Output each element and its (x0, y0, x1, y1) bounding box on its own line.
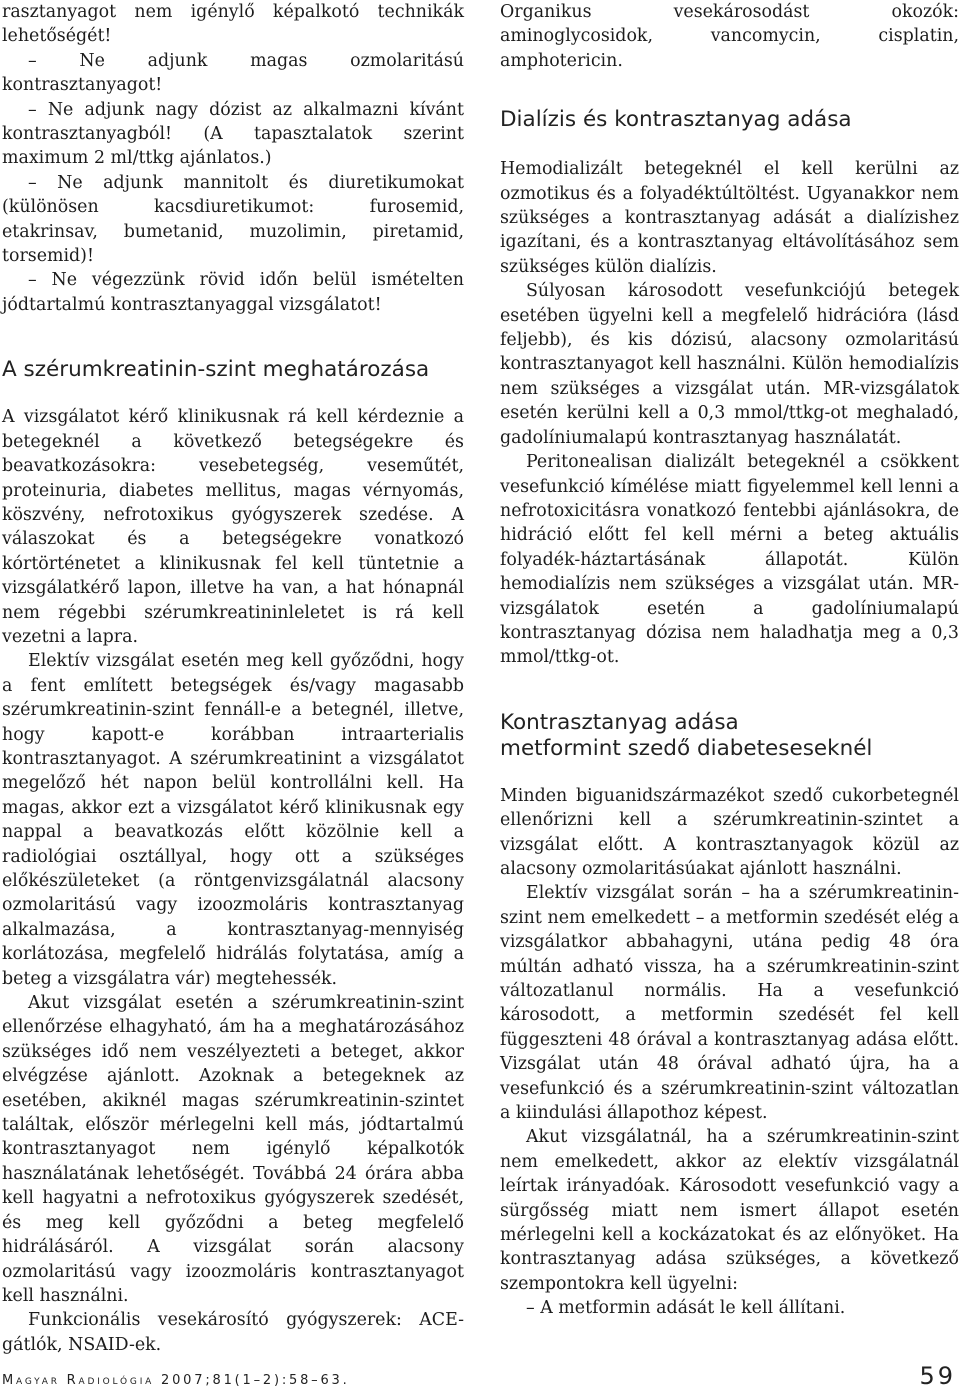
section-heading-metformin (500, 710, 959, 762)
paragraph: Akut vizsgálat esetén a szérumkreatinin-szint ellenőrzése elhagyható, ám ha a meghatározásához szükséges idő nem veszélyezteti a beteget, akkor elvégzése ajánlott. Azoknak a betegeknek az esetében, akiknél magas szérumkreatinin-szintet találtak, először mérlegelni kell más, jódtartalmú kontrasztanyagot nem igénylő képalkotók használatának lehetőségét. Továbbá 24 órára abba kell hagyatni a nefrotoxikus gyógyszerek szedését, és meg kell győződni a beteg megfelelő hidrálásáról. A vizsgálat során alacsony ozmolaritású vagy izoozmoláris kontrasztanyagot kell használni. (2, 993, 464, 1306)
left-column (2, 0, 464, 1357)
paragraph: Súlyosan károsodott vesefunkciójú betegek esetében ügyelni kell a megfelelő hidrációra (lásd feljebb), és kis dózisú, alacsony ozmolaritású kontrasztanyagot kell használni. Külön hemodialízis nem szükséges a vizsgálat után. MR-vizsgálatok esetén kerülni kell a 0,3 mmol/ttkg-ot meghaladó, gadolíniumalapú kontrasztanyag használatát. (500, 281, 959, 448)
list-item: – Ne adjunk magas ozmolaritású kontrasztanyagot! (2, 50, 464, 96)
paragraph: Elektív vizsgálat esetén meg kell győződni, hogy a fent említett betegségek és/vagy magasabb szérumkreatinin-szint fennáll-e a betegnél, illetve, hogy kapott-e korábban intraarterialis kontrasztanyagot. A szérumkreatinint a vizsgálatot megelőző hét napon belül kontrollálni kell. Ha magas, akkor ezt a vizsgálatot kérő klinikusnak egy nappal a beavatkozás előtt közölnie kell a radiológiai osztállyal, hogy ott a szükséges előkészületeket (a röntgenvizsgálatnál alacsony ozmolaritású vagy izoozmoláris kontrasztanyag alkalmazása, a kontrasztanyag-mennyiség korlátozása, megfelelő hidrálás folytatása, amíg a beteg a vizsgálatra vár) megtehessék. (2, 651, 464, 989)
right-column (500, 0, 959, 1321)
section-heading-serum-creatinine: A szérumkreatinin-szint meghatározása (2, 357, 430, 383)
list-item: – Ne adjunk mannitolt és diuretikumokat (különösen kacsdiuretikumot: furosemid, etakrinsav, bumetanid, muzolimin, piretamid, torsemid)! (2, 172, 464, 267)
list-item: – A metformin adását le kell állítani. (526, 1298, 846, 1319)
list-item: – Ne adjunk nagy dózist az alkalmazni kívánt kontrasztanyagból! (A tapasztalatok szerint maximum 2 ml/ttkg ajánlatos.) (2, 99, 464, 169)
paragraph: A vizsgálatot kérő klinikusnak rá kell kérdeznie a betegeknél a következő betegségekre és beavatkozásokra: vesebetegség, veseműtét, proteinuria, diabetes mellitus, magas vérnyomás, köszvény, nefrotoxikus gyógyszerek szedése. A válaszokat és a betegségekre vonatkozó kórtörténetet a klinikusnak fel kell tüntetnie a vizsgálatkérő lapon, illetve ha van, a hat hónapnál nem régebbi szérumkreatininleletet is rá kell vezetni a lapra. (2, 407, 464, 647)
section-heading-dialysis: Dialízis és kontrasztanyag adása (500, 107, 852, 133)
journal-citation: Magyar Radiológia 2007;81(1–2):58–63. (2, 1373, 350, 1388)
paragraph: Organikus vesekárosodást okozók: aminoglycosidok, vancomycin, cisplatin, amphotericin. (500, 2, 959, 71)
page-footer (0, 1360, 960, 1393)
heading-line: Kontrasztanyag adása (500, 709, 739, 735)
paragraph: Hemodializált betegeknél el kell kerülni az ozmotikus és a folyadéktúltöltést. Ugyanakkor nem szükséges a kontrasztanyag adását a dialízishez igazítani, és a kontrasztanyag eltávolításához sem szükséges külön dialízis. (500, 159, 959, 277)
list-item: – Ne végezzünk rövid időn belül ismételten jódtartalmú kontrasztanyaggal vizsgálatot! (2, 270, 464, 315)
paragraph: Elektív vizsgálat során – ha a szérumkreatinin-szint nem emelkedett – a metformin szedését elég a vizsgálatkor abbahagyni, utána pedig 48 óra múltán adható vissza, ha a szérumkreatinin-szint változatlanul normális. Ha a vesefunkció károsodott, a metformin szedését fel kell függeszteni 48 órával a kontrasztanyag adása előtt. Vizsgálat után 48 órával adható újra, ha a vesefunkció és a szérumkreatinin-szint változatlan a kiindulási állapothoz képest. (500, 883, 959, 1124)
paragraph: Minden biguanidszármazékot szedő cukorbetegnél ellenőrizni kell a szérumkreatinin-szintet a vizsgálat előtt. A kontrasztanyagok közül az alacsony ozmolaritásúakat ajánlott használni. (500, 785, 959, 879)
paragraph: Peritonealisan dializált betegeknél a csökkent vesefunkció kímélése miatt figyelemmel kell lenni a nefrotoxicitásra vonatkozó fentebbi ajánlásokra, de hidráció előtt fel kell mérni a beteg aktuális folyadék-háztartásának állapotát. Külön hemodialízis nem szükséges a vizsgálat után. MR-vizsgálatok esetén a gadolíniumalapú kontrasztanyag dózisa nem haladhatja meg a 0,3 mmol/ttkg-ot. (500, 452, 959, 668)
paragraph: Akut vizsgálatnál, ha a szérumkreatinin-szint nem emelkedett, akkor az elektív vizsgálatnál leírtak irányadóak. Károsodott vesefunkció vagy a sürgősség miatt nem ismert állapot esetén mérlegelni kell a kockázatokat és az előnyöket. Ha kontrasztanyag adása szükséges, a következő szempontokra kell ügyelni: (500, 1127, 959, 1294)
heading-line: metformint szedő diabeteseseknél (500, 735, 873, 761)
paragraph: rasztanyagot nem igénylő képalkotó technikák lehetőségét! (2, 2, 464, 47)
page-number: 59 (919, 1362, 956, 1390)
paragraph: Funkcionális vesekárosító gyógyszerek: ACE-gátlók, NSAID-ek. (2, 1310, 464, 1355)
